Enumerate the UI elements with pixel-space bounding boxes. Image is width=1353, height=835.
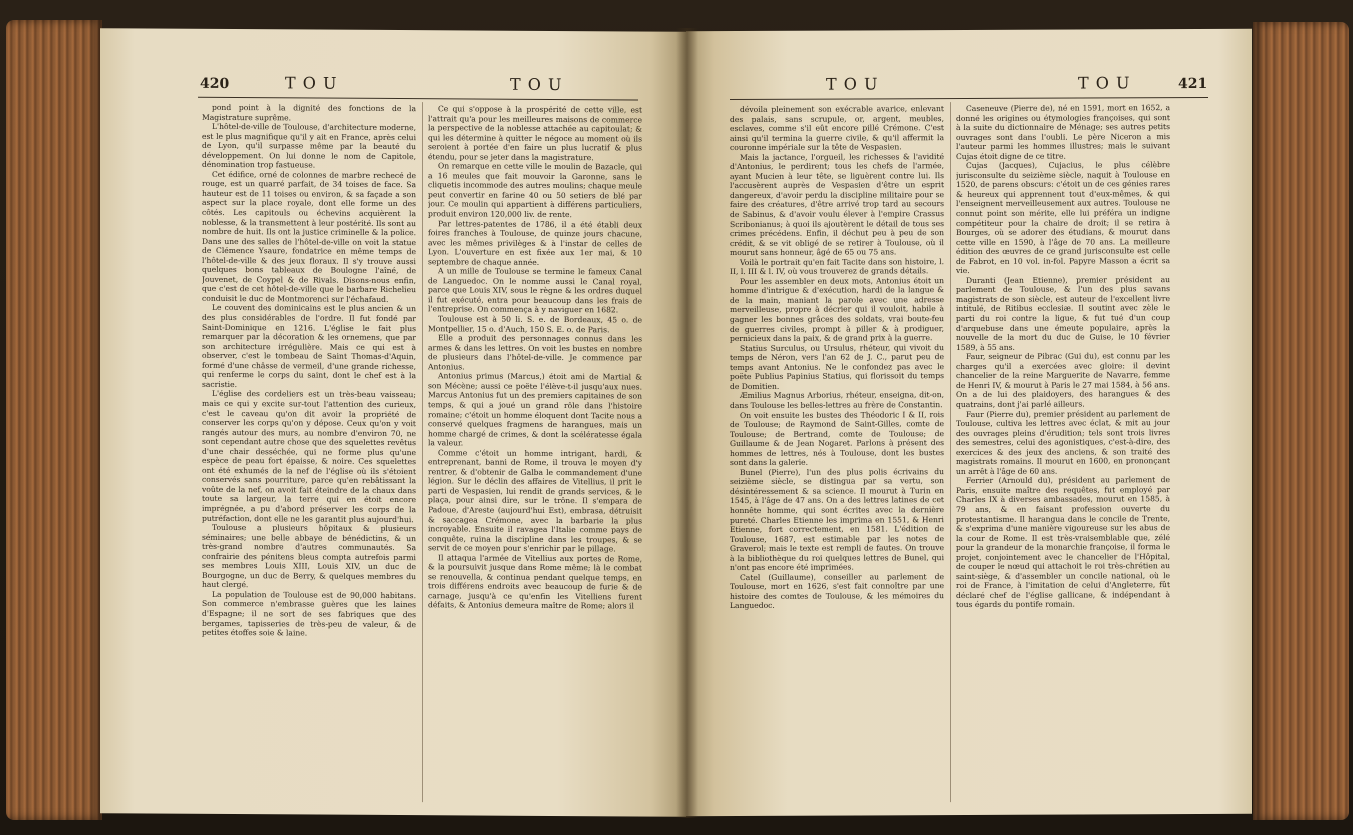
paragraph: Le couvent des dominicains est le plus ancien & un des plus considérables de l'ordre. Il fut fondé par Saint-Dominique en 1216. L'église le fait plus remarquer par la décoration & les ornemens, que par son architecture irrégulière. Mais ce qui est à observer, c'est le tombeau de Saint Thomas-d'Aquin, formé d'une châsse de vermeil, d'une grande richesse, qui renferme le corps du saint, dont le chef est à la sacristie.	[202, 303, 416, 389]
paragraph: Æmilius Magnus Arborius, rhéteur, enseigna, dit-on, dans Toulouse les belles-lettres au frère de Constantin.	[730, 390, 944, 410]
paragraph: dévoila pleinement son exécrable avarice, enlevant des palais, sans scrupule, or, argent, meubles, esclaves, comme s'il eût encore pillé Crémone. C'est ainsi qu'il termina la guerre civile, & qu'il affermit la couronne impériale sur la tête de Vespasien.	[730, 104, 944, 153]
paragraph: Toulouse est à 50 li. S. e. de Bordeaux, 45 o. de Montpellier, 15 o. d'Auch, 150 S. E. o. de Paris.	[428, 314, 642, 334]
paragraph: Ce qui s'oppose à la prospérité de cette ville, est l'attrait qu'a pour les meilleures maisons de commerce la perspective de la noblesse attachée au capitoulat; & qui les détermine à quitter le négoce au moment où ils seroient à portée d'en faire un plus lucratif & plus étendu, pour se jeter dans la magistrature.	[428, 104, 642, 162]
paragraph: Par lettres-patentes de 1786, il a été établi deux foires franches à Toulouse, de quinze jours chacune, avec les mêmes privilèges & à l'instar de celles de Lyon. L'ouverture en est fixée aux 1er mai, & 10 septembre de chaque année.	[428, 218, 642, 267]
paragraph: On voit ensuite les bustes des Théodoric I & II, rois de Toulouse; de Raymond de Saint-Gilles, comte de Toulouse; de Bertrand, comte de Toulouse; de Guillaume & de Jean Nogaret. Parlons à présent des hommes de lettres, nés à Toulouse, dont les bustes sont dans la galerie.	[730, 409, 944, 468]
left-running-head-2: T O U	[510, 74, 563, 95]
paragraph: Antonius primus (Marcus,) étoit ami de Martial & son Mécène; aussi ce poëte l'élève-t-il jusqu'aux nues. Marcus Antonius fut un des premiers capitaines de son temps, & qui a joué un grand rôle dans l'histoire romaine; c'étoit un homme éloquent dont Tacite nous a conservé quelques fragmens de harangues, mais un homme chargé de crimes, & dont la scélératesse égala la valeur.	[428, 371, 642, 448]
right-page-number: 421	[1178, 75, 1208, 93]
paragraph: Cujas (Jacques), Cujacius, le plus célèbre jurisconsulte du seizième siècle, naquit à Toulouse en 1520, de parens obscurs: c'étoit un de ces génies rares & heureux qui apprennent tout d'eux-mêmes, & qui l'enseignent merveilleusement aux autres. Toulouse ne connut point son mérite, elle lui préféra un indigne compétiteur pour la chaire de droit; il se retira à Bourges, où se adorer des étudians, & mourut dans cette ville en 1590, à l'âge de 70 ans. La meilleure édition des œuvres de ce grand jurisconsulte est celle de Fabrot, en 10 vol. in-fol. Papyre Masson a écrit sa vie.	[956, 160, 1170, 276]
left-page-number: 420	[200, 75, 230, 92]
left-page	[100, 28, 686, 817]
paragraph: Faur, seigneur de Pibrac (Gui du), est connu par les charges qu'il a exercées avec gloire: il devint chancelier de la reine Marguerite de Navarre, femme de Henri IV, & mourut à Paris le 27 mai 1584, à 56 ans. On a de lui des plaidoyers, des harangues & des quatrains, dont j'ai parlé ailleurs.	[956, 351, 1170, 410]
paragraph: Elle a produit des personnages connus dans les armes & dans les lettres. On voit les bustes en nombre de plusieurs dans l'hôtel-de-ville. Je commence par Antonius.	[428, 333, 642, 372]
paragraph: Bunel (Pierre), l'un des plus polis écrivains du seizième siècle, se distingua par sa vertu, son désintéressement & sa science. Il mourut à Turin en 1545, à l'âge de 47 ans. On a des lettres latines de cet honnête homme, qui sont écrites avec la dernière pureté. Charles Etienne les imprima en 1551, & Henri Etienne, fort correctement, en 1581. L'édition de Toulouse, 1687, est estimable par les notes de Graverol; mais le texte est rempli de fautes. On trouve à la bibliothèque du roi quelques lettres de Bunel, qui n'ont pas encore été imprimées.	[730, 466, 944, 573]
paragraph: La population de Toulouse est de 90,000 habitans. Son commerce n'embrasse guères que les laines d'Espagne; il ne sort de ses fabriques que des bergames, tapisseries de très-peu de valeur, & de petites étoffes soie & laine.	[202, 589, 416, 638]
paragraph: Statius Surculus, ou Ursulus, rhéteur, qui vivoit du temps de Néron, vers l'an 62 de J. C., parut peu de temps avant Antonius. Ne le confondez pas avec le poëte Publius Papinius Statius, qui florissoit du temps de Domitien.	[730, 342, 944, 391]
paragraph: Comme c'étoit un homme intrigant, hardi, & entreprenant, banni de Rome, il trouva le moyen d'y rentrer, & d'obtenir de Galba le commandement d'une légion. Sur le déclin des affaires de Vitellius, il prit le parti de Vespasien, lui rendit de grands services, & le plaça, pour ainsi dire, sur le trône. Il s'empara de Padoue, d'Areste (aujourd'hui Est), embrasa, détruisit & saccagea Crémone, avec la barbarie la plus incroyable. Ensuite il ravagea l'Italie comme pays de conquête, ruina la discipline dans les troupes, & se servit de ce moyen pour s'enrichir par le pillage.	[428, 447, 642, 554]
paragraph: Ferrier (Arnould du), président au parlement de Paris, ensuite maître des requêtes, fut employé par Charles IX à diverses ambassades, mourut en 1585, à 79 ans, & en faisant profession ouverte du protestantisme. Il harangua dans le concile de Trente, & s'exprima d'une manière vigoureuse sur les abus de la cour de Rome. Il est très-vraisemblable que, zélé pour la grandeur de la monarchie françoise, il forma le projet, conjointement avec le chancelier de l'Hôpital, de couper le nœud qui attachoit le roi très-chrétien au saint-siège, & d'assembler un concile national, où le roi de France, à l'imitation de celui d'Angleterre, fût déclaré chef de l'église gallicane, & indépendant à tous égards du pontife romain.	[956, 475, 1170, 610]
book-gutter	[676, 28, 698, 818]
right-column-1	[730, 104, 944, 805]
left-column-2	[428, 104, 642, 805]
paragraph: Cet édifice, orné de colonnes de marbre rechecé de rouge, est un quarré parfait, de 34 toises de face. Sa hauteur est de 11 toises ou environ, & sa façade a son aspect sur la place royale, dont elle forme un des côtés. Les capitouls ou échevins acquièrent la noblesse, & la transmettent à leur postérité. Ils sont au nombre de huit. Ils ont la justice criminelle & la police. Dans une des salles de l'hôtel-de-ville on voit la statue de Clémence Ysaure, fondatrice en même temps de l'hôtel-de-ville & des jeux floraux. Il s'y trouve aussi quelques bons tableaux de Boulogne l'aîné, de Jouvenet, de Coypel & de Rivals. Disons-nous enfin, que c'est de cet hôtel-de-ville que le barbare Richelieu conduisit le duc de Montmorenci sur l'échafaud.	[202, 169, 416, 304]
left-head-rule	[198, 97, 638, 101]
right-page	[686, 29, 1252, 816]
paragraph: Duranti (Jean Etienne), premier président au parlement de Toulouse, & l'un des plus savans magistrats de son siècle, est auteur de l'excellent livre intitulé, de Ritibus ecclesiæ. Il soutint avec zèle le parti du roi contre la ligue, & fut tué d'un coup d'arquebuse dans une émeute populaire, après la nouvelle de la mort du duc de Guise, le 10 février 1589, à 55 ans.	[956, 274, 1170, 352]
paragraph: Caseneuve (Pierre de), né en 1591, mort en 1652, a donné les origines ou étymologies françoises, qui sont à la suite du dictionnaire de Ménage; ses autres petits ouvrages sont dans l'oubli. Le père Niceron a mis l'auteur parmi les hommes illustres; mais le suivant Cujas étoit digne de ce titre.	[956, 103, 1170, 161]
paragraph: Toulouse a plusieurs hôpitaux & plusieurs séminaires; une belle abbaye de bénédictins, & un très-grand nombre d'autres communautés. Sa confrairie des pénitens bleus compta autrefois parmi ses membres Louis XIII, Louis XIV, un duc de Bourgogne, un duc de Berry, & quelques membres du haut clergé.	[202, 522, 416, 590]
right-column-2	[956, 103, 1170, 804]
right-running-head-1: T O U	[826, 74, 879, 94]
right-head-rule	[730, 97, 1208, 100]
paragraph: pond point à la dignité des fonctions de la Magistrature suprême.	[202, 102, 416, 122]
right-running-head-2: T O U	[1078, 73, 1131, 93]
paragraph: Il attaqua l'armée de Vitellius aux portes de Rome, & la poursuivit jusque dans Rome même; là le combat se renouvella, & continua pendant quelque temps, en trois différens endroits avec beaucoup de furie & de carnage, jusqu'à ce qu'enfin les Vitelliens furent défaits, & Antonius demeura maître de Rome; alors il	[428, 552, 642, 611]
paragraph: Voilà le portrait qu'en fait Tacite dans son histoire, l. II, l. III & l. IV, où vous trouverez de grands détails.	[730, 256, 944, 277]
paragraph: Pour les assembler en deux mots, Antonius étoit un homme d'intrigue & d'exécution, hardi de la langue & de la main, maniant la parole avec une adresse merveilleuse, propre à décrier qui il vouloit, habile à gagner les bonnes grâces des soldats, vrai boute-feu de guerres civiles, prompt à piller & à prodiguer, pernicieux dans la paix, & de grand prix à la guerre.	[730, 275, 944, 344]
paragraph: A un mille de Toulouse se termine le fameux Canal de Languedoc. On le nomme aussi le Canal royal, parce que Louis XIV, sous le règne & les ordres duquel il fut exécuté, entra pour beaucoup dans les frais de l'entreprise. On commença à y naviguer en 1682.	[428, 266, 642, 315]
paragraph: L'église des cordeliers est un très-beau vaisseau; mais ce qui y excite sur-tout l'attention des curieux, c'est le caveau qu'on dit avoir la propriété de conserver les corps qu'on y dépose. Ceux qu'on y voit rangés autour des murs, au nombre d'environ 70, ne sont cependant autre chose que des squelettes revêtus d'une chair desséchée, qui ne forme plus qu'une espèce de peau fort épaisse, & noire. Ces squelettes ont été exhumés de la nef de l'église où ils s'étoient conservés sans pourriture, parce qu'en rebâtissant la voûte de la nef, on avoit fait éteindre de la chaux dans toute sa largeur, la terre qui en étoit encore imprégnée, a pu d'abord préserver les corps de la putréfaction, dont elle ne les garantit plus aujourd'hui.	[202, 389, 416, 524]
paragraph: L'hôtel-de-ville de Toulouse, d'architecture moderne, est le plus magnifique qu'il y ait en France, après celui de Lyon, qu'il surpasse même par la beauté du développement. On lui donne le nom de Capitole, dénomination trop fastueuse.	[202, 121, 416, 170]
right-page-edges	[1253, 22, 1349, 820]
paragraph: Mais la jactance, l'orgueil, les richesses & l'avidité d'Antonius, le perdirent; tous les chefs de l'armée, ayant Mucien à leur tête, se liguèrent contre lui. Ils l'accusèrent auprès de Vespasien d'être un esprit dangereux, d'avoir perdu la discipline militaire pour se faire des créatures, d'être arrivé trop tard au secours de Sabinus, & d'avoir voulu élever à l'empire Crassus Scribonianus; à quoi ils ajoutèrent le détail de tous ses crimes précédens. Enfin, il déchut peu à peu de son crédit, & se vit obligé de se retirer à Toulouse, où il mourut sans honneur, âgé de 65 ou 75 ans.	[730, 151, 944, 258]
paragraph: On remarque en cette ville le moulin de Bazacle, qui a 16 meules que fait mouvoir la Garonne, sans le cliquetis incommode des autres moulins; chaque meule peut convertir en farine 40 ou 50 setiers de blé par jour. Ce moulin qui appartient à différens particuliers, produit environ 120,000 liv. de rente.	[428, 161, 642, 220]
right-column-divider	[950, 102, 951, 802]
left-running-head-1: T O U	[285, 73, 338, 93]
left-page-edges	[6, 20, 102, 820]
left-column-1	[202, 103, 416, 804]
paragraph: Faur (Pierre du), premier président au parlement de Toulouse, cultiva les lettres avec éclat, & mit au jour des ouvrages pleins d'érudition; tels sont trois livres des semestres, celui des agonistiques, c'est-à-dire, des exercices & des jeux des anciens, & son traité des magistrats romains. Il mourut en 1600, en prononçant un arrêt à l'âge de 60 ans.	[956, 408, 1170, 476]
left-column-divider	[422, 102, 423, 802]
paragraph: Catel (Guillaume), conseiller au parlement de Toulouse, mort en 1626, s'est fait connoître par une histoire des comtes de Toulouse, & les mémoires du Languedoc.	[730, 571, 944, 611]
